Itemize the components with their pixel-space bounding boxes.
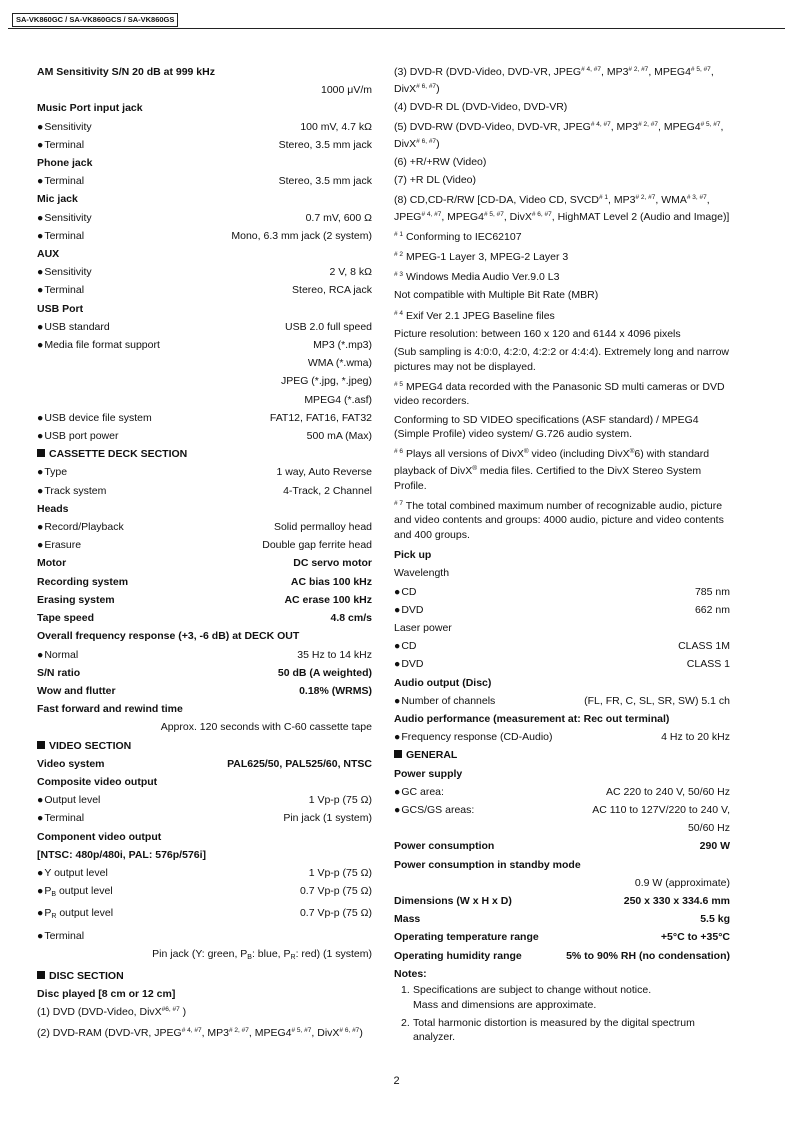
spec-paragraph: $^{\# 1}$ Conforming to IEC62107 xyxy=(394,230,522,243)
spec-row xyxy=(394,928,730,946)
spec-row xyxy=(37,136,372,154)
spec-heading: Notes: xyxy=(394,967,427,980)
spec-label: ● USB standard xyxy=(37,318,110,336)
spec-value: 4-Track, 2 Channel xyxy=(283,484,372,497)
spec-label: Wow and flutter xyxy=(37,684,116,697)
spec-paragraph: (2) DVD-RAM (DVD-VR, JPEG$^{\# 4, \#7}$, MP3$^{\# 2, \#7}$, MPEG4$^{\# 5, \#7}$, DivX$^{\# 6, \#7}$) xyxy=(37,1026,363,1039)
spec-label: ● Media file format support xyxy=(37,336,160,354)
spec-label: S/N ratio xyxy=(37,666,81,679)
spec-paragraph: (3) DVD-R (DVD-Video, DVD-VR, JPEG$^{\# 4, \#7}$, MP3$^{\# 2, \#7}$, MPEG4$^{\# 5, \#7}$, DivX$^{\# 6, \#7}$) xyxy=(394,66,714,95)
spec-heading: Disc played [8 cm or 12 cm] xyxy=(37,988,176,1001)
spec-paragraph: (8) CD,CD-R/RW [CD-DA, Video CD, SVCD$^{\# 1}$, MP3$^{\# 2, \#7}$, WMA$^{\# 3, \#7}$, JPEG$^{\# 4, \#7}$, MPEG4$^{\# 5, \#7}$, DivX$^{\# 6, \#7}$, HighMAT Level 2 (Audio and Image)] xyxy=(394,194,730,223)
spec-row xyxy=(394,655,730,673)
spec-row xyxy=(37,591,372,609)
spec-value: 250 x 330 x 334.6 mm xyxy=(623,894,730,907)
spec-column-right xyxy=(394,63,730,1049)
note-number: 1. xyxy=(401,984,410,996)
note-item xyxy=(394,983,730,1012)
spec-heading: AUX xyxy=(37,248,60,261)
spec-column-left xyxy=(37,63,372,1044)
spec-label: ● $P_R$ output level xyxy=(37,904,113,926)
spec-value: FAT12, FAT16, FAT32 xyxy=(269,411,372,424)
spec-label: ● GC area: xyxy=(394,783,444,801)
spec-row xyxy=(37,554,372,572)
section-title: CASSETTE DECK SECTION xyxy=(49,448,188,461)
spec-label: ● Terminal xyxy=(37,136,84,154)
spec-value: 100 mV, 4.7 kΩ xyxy=(300,120,372,133)
spec-label: ● Erasure xyxy=(37,536,81,554)
spec-label: ● Terminal xyxy=(37,927,84,945)
spec-value: 500 mA (Max) xyxy=(306,430,372,443)
spec-value-continuation: JPEG (*.jpg, *.jpeg) xyxy=(280,375,372,388)
spec-value: 1 Vp-p (75 Ω) xyxy=(308,794,372,807)
spec-value: Solid permalloy head xyxy=(273,521,372,534)
spec-row xyxy=(394,910,730,928)
spec-value-continuation: Approx. 120 seconds with C-60 cassette tape xyxy=(160,721,372,734)
spec-label: Mass xyxy=(394,913,421,926)
spec-value: 0.7 Vp-p (75 Ω) xyxy=(299,885,372,898)
header-divider xyxy=(8,28,785,29)
spec-subheading: Wavelength xyxy=(394,567,450,580)
spec-label: ● Terminal xyxy=(37,227,84,245)
spec-value: Stereo, 3.5 mm jack xyxy=(278,175,372,188)
spec-heading: [NTSC: 480p/480i, PAL: 576p/576i] xyxy=(37,848,207,861)
spec-label: ● Record/Playback xyxy=(37,518,124,536)
spec-value: 0.18% (WRMS) xyxy=(299,684,372,697)
spec-row xyxy=(37,427,372,445)
section-title: VIDEO SECTION xyxy=(49,739,132,752)
spec-label: Recording system xyxy=(37,575,129,588)
spec-row xyxy=(394,583,730,601)
spec-paragraph: (4) DVD-R DL (DVD-Video, DVD-VR) xyxy=(394,100,568,113)
spec-heading: Pick up xyxy=(394,549,432,562)
spec-row xyxy=(37,791,372,809)
spec-row xyxy=(37,263,372,281)
spec-row xyxy=(37,227,372,245)
spec-row xyxy=(394,837,730,855)
spec-row xyxy=(37,927,372,945)
section-square-icon xyxy=(37,971,45,979)
spec-value: 4.8 cm/s xyxy=(330,612,372,625)
spec-label: ● Y output level xyxy=(37,864,108,882)
spec-row xyxy=(394,783,730,801)
spec-row xyxy=(394,601,730,619)
spec-value-continuation: 50/60 Hz xyxy=(687,822,730,835)
spec-heading: Overall frequency response (+3, -6 dB) at DECK OUT xyxy=(37,630,300,643)
spec-row xyxy=(37,463,372,481)
spec-row xyxy=(37,682,372,700)
spec-heading: Mic jack xyxy=(37,193,78,206)
spec-label: ● Terminal xyxy=(37,809,84,827)
spec-value: 4 Hz to 20 kHz xyxy=(661,731,730,744)
spec-row xyxy=(37,209,372,227)
spec-value: (FL, FR, C, SL, SR, SW) 5.1 ch xyxy=(584,694,730,707)
spec-value: CLASS 1 xyxy=(686,658,730,671)
spec-label: Operating temperature range xyxy=(394,931,539,944)
spec-row xyxy=(37,573,372,591)
spec-paragraph: $^{\# 3}$ Windows Media Audio Ver.9.0 L3 xyxy=(394,271,560,284)
section-square-icon xyxy=(394,750,402,758)
spec-value: Double gap ferrite head xyxy=(262,539,372,552)
note-text: Total harmonic distortion is measured by the digital spectrum analyzer. xyxy=(413,1016,695,1044)
spec-row xyxy=(37,409,372,427)
section-heading xyxy=(394,746,730,764)
spec-value: 35 Hz to 14 kHz xyxy=(297,648,372,661)
spec-value: Pin jack (1 system) xyxy=(283,812,372,825)
spec-value: 785 nm xyxy=(694,585,730,598)
section-heading xyxy=(37,445,372,463)
spec-value: AC 220 to 240 V, 50/60 Hz xyxy=(606,785,730,798)
spec-row xyxy=(37,172,372,190)
section-title: DISC SECTION xyxy=(49,969,124,982)
spec-row xyxy=(37,864,372,882)
spec-heading: Audio performance (measurement at: Rec out terminal) xyxy=(394,712,670,725)
spec-paragraph: (7) +R DL (Video) xyxy=(394,173,476,186)
spec-paragraph: (1) DVD (DVD-Video, DivX$^{\#6, \#7}$ ) xyxy=(37,1006,187,1019)
spec-row xyxy=(37,609,372,627)
spec-label: ● Number of channels xyxy=(394,692,495,710)
section-heading xyxy=(37,737,372,755)
spec-row xyxy=(37,318,372,336)
note-number: 2. xyxy=(401,1016,410,1029)
spec-value: AC bias 100 kHz xyxy=(290,575,372,588)
section-title: GENERAL xyxy=(406,749,458,762)
spec-value: 290 W xyxy=(699,840,730,853)
note-item xyxy=(394,1016,730,1045)
spec-paragraph: Picture resolution: between 160 x 120 and 6144 x 4096 pixels xyxy=(394,327,681,340)
section-square-icon xyxy=(37,449,45,457)
spec-value: 50 dB (A weighted) xyxy=(277,666,372,679)
spec-value: Stereo, 3.5 mm jack xyxy=(278,138,372,151)
spec-label: ● Sensitivity xyxy=(37,118,92,136)
spec-label: ● Sensitivity xyxy=(37,209,92,227)
spec-paragraph: $^{\# 4}$ Exif Ver 2.1 JPEG Baseline files xyxy=(394,309,555,322)
spec-label: Erasing system xyxy=(37,593,115,606)
spec-label: Dimensions (W x H x D) xyxy=(394,894,512,907)
spec-row xyxy=(37,536,372,554)
spec-value-continuation: MPEG4 (*.asf) xyxy=(304,393,372,406)
spec-heading: USB Port xyxy=(37,302,84,315)
spec-paragraph: $^{\# 7}$ The total combined maximum number of recognizable audio, picture and video contents and groups: 4000 audio, picture and video contents and 400 groups. xyxy=(394,499,724,541)
spec-label: ● CD xyxy=(394,583,417,601)
spec-value: 5.5 kg xyxy=(700,913,730,926)
spec-value: AC 110 to 127V/220 to 240 V, xyxy=(592,803,730,816)
spec-heading: Phone jack xyxy=(37,157,93,170)
spec-value: MP3 (*.mp3) xyxy=(313,339,372,352)
spec-heading: Music Port input jack xyxy=(37,102,143,115)
spec-subheading: Laser power xyxy=(394,621,452,634)
spec-heading: Component video output xyxy=(37,830,162,843)
note-text: Specifications are subject to change without notice. Mass and dimensions are approximate. xyxy=(413,984,652,1011)
spec-value: 5% to 90% RH (no condensation) xyxy=(566,949,730,962)
spec-value: Stereo, RCA jack xyxy=(292,284,372,297)
section-square-icon xyxy=(37,741,45,749)
spec-value: 2 V, 8 kΩ xyxy=(329,266,372,279)
spec-value: 1 Vp-p (75 Ω) xyxy=(308,866,372,879)
spec-value-continuation: Pin jack (Y: green, $P_B$: blue, $P_R$: red) (1 system) xyxy=(152,947,372,961)
spec-row xyxy=(394,892,730,910)
spec-paragraph: (6) +R/+RW (Video) xyxy=(394,155,487,168)
spec-paragraph: Not compatible with Multiple Bit Rate (MBR) xyxy=(394,289,599,302)
spec-label: ● $P_B$ output level xyxy=(37,882,113,904)
spec-label: ● Terminal xyxy=(37,281,84,299)
spec-label: ● USB device file system xyxy=(37,409,152,427)
spec-label: ● Track system xyxy=(37,482,106,500)
spec-heading: Power supply xyxy=(394,767,463,780)
spec-paragraph: $^{\# 6}$ Plays all versions of DivX® video (including DivX®6) with standard playback of DivX® media files. Certified to the DivX Stereo System Profile. xyxy=(394,448,710,492)
spec-value: PAL625/50, PAL525/60, NTSC xyxy=(227,757,372,770)
spec-value: 662 nm xyxy=(694,603,730,616)
spec-label: Tape speed xyxy=(37,612,94,625)
spec-label: Power consumption xyxy=(394,840,495,853)
spec-row xyxy=(37,904,372,926)
spec-paragraph: (Sub sampling is 4:0:0, 4:2:0, 4:2:2 or 4:4:4). Extremely long and narrow pictures may not be displayed. xyxy=(394,346,730,373)
spec-row xyxy=(37,281,372,299)
spec-heading: Audio output (Disc) xyxy=(394,676,492,689)
spec-row xyxy=(37,809,372,827)
spec-heading: AM Sensitivity S/N 20 dB at 999 kHz xyxy=(37,66,215,78)
spec-value: USB 2.0 full speed xyxy=(285,320,372,333)
spec-label: Motor xyxy=(37,557,67,570)
spec-label: Video system xyxy=(37,757,105,770)
model-header: SA-VK860GC / SA-VK860GCS / SA-VK860GS xyxy=(12,13,178,27)
spec-paragraph: $^{\# 2}$ MPEG-1 Layer 3, MPEG-2 Layer 3 xyxy=(394,251,569,264)
spec-row xyxy=(37,336,372,354)
page-number: 2 xyxy=(393,1075,400,1087)
spec-heading: Fast forward and rewind time xyxy=(37,703,183,716)
spec-value: 0.7 mV, 600 Ω xyxy=(305,211,372,224)
spec-value: Mono, 6.3 mm jack (2 system) xyxy=(231,229,372,242)
spec-value: DC servo motor xyxy=(293,557,372,570)
spec-value: +5°C to +35°C xyxy=(660,931,730,944)
spec-value: AC erase 100 kHz xyxy=(284,593,372,606)
spec-heading: Power consumption in standby mode xyxy=(394,858,581,871)
spec-value: 0.7 Vp-p (75 Ω) xyxy=(299,907,372,920)
spec-heading: Composite video output xyxy=(37,775,158,788)
spec-row xyxy=(37,882,372,904)
spec-label: ● Frequency response (CD-Audio) xyxy=(394,728,553,746)
spec-label: ● Output level xyxy=(37,791,100,809)
spec-row xyxy=(394,692,730,710)
spec-value: CLASS 1M xyxy=(678,640,730,653)
spec-paragraph: Conforming to SD VIDEO specifications (ASF standard) / MPEG4 (Simple Profile) video system/ G.726 audio system. xyxy=(394,413,699,441)
spec-row xyxy=(37,518,372,536)
spec-row xyxy=(394,947,730,965)
spec-value-continuation: 0.9 W (approximate) xyxy=(634,876,730,889)
spec-row xyxy=(37,646,372,664)
spec-value: 1 way, Auto Reverse xyxy=(276,466,372,479)
section-heading xyxy=(37,967,372,985)
spec-paragraph: $^{\# 5}$ MPEG4 data recorded with the Panasonic SD multi cameras or DVD video recorders. xyxy=(394,380,725,408)
spec-label: ● GCS/GS areas: xyxy=(394,801,474,819)
spec-label: ● Normal xyxy=(37,646,78,664)
spec-row xyxy=(394,637,730,655)
spec-label: ● CD xyxy=(394,637,417,655)
spec-label: ● DVD xyxy=(394,601,424,619)
spec-label: Operating humidity range xyxy=(394,949,522,962)
spec-label: ● DVD xyxy=(394,655,424,673)
spec-label: ● Type xyxy=(37,463,67,481)
spec-value-continuation: WMA (*.wma) xyxy=(307,357,372,370)
spec-paragraph: (5) DVD-RW (DVD-Video, DVD-VR, JPEG$^{\# 4, \#7}$, MP3$^{\# 2, \#7}$, MPEG4$^{\# 5, \#7}$, DivX$^{\# 6, \#7}$) xyxy=(394,120,724,150)
spec-label: ● USB port power xyxy=(37,427,118,445)
spec-value-continuation: 1000 μV/m xyxy=(321,84,372,97)
spec-label: ● Terminal xyxy=(37,172,84,190)
spec-row xyxy=(37,664,372,682)
spec-heading: Heads xyxy=(37,502,69,515)
spec-row xyxy=(37,482,372,500)
spec-row xyxy=(394,801,730,819)
spec-row xyxy=(37,118,372,136)
spec-label: ● Sensitivity xyxy=(37,263,92,281)
spec-row xyxy=(37,755,372,773)
spec-row xyxy=(394,728,730,746)
